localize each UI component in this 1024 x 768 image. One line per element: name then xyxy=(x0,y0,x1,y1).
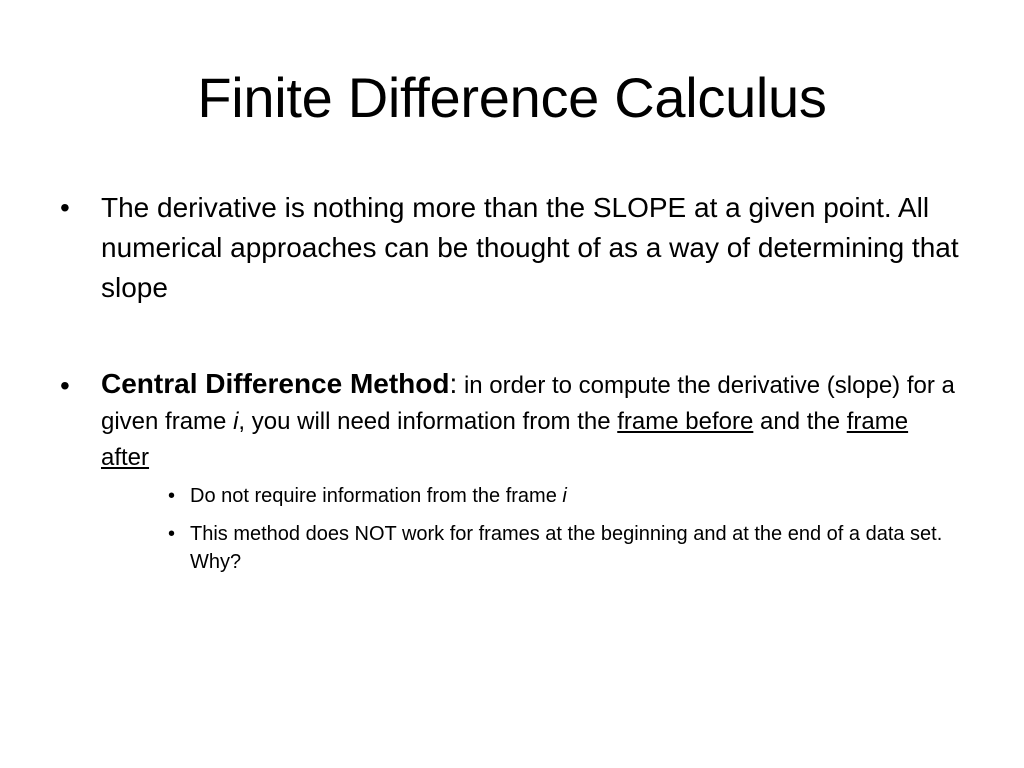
subbullet-dot: • xyxy=(168,485,176,507)
bullet-dot: • xyxy=(60,370,70,401)
bullet-text xyxy=(101,366,961,476)
method-description-part1: in order to compute the derivative (slope) for a given frame xyxy=(101,372,955,435)
subbullet-text: This method does NOT work for frames at the beginning and at the end of a data set. Why? xyxy=(190,523,943,573)
frame-after-text: frame after xyxy=(101,408,909,471)
method-name: Central Difference Method xyxy=(101,368,450,399)
method-colon: : xyxy=(449,368,458,399)
subbullet-text-main: Do not require information from the frame xyxy=(190,485,563,507)
bullet-text: The derivative is nothing more than the SLOPE at a given point. All numerical approaches can be thought of as a way of determining that slope xyxy=(101,192,959,303)
subbullet-text xyxy=(190,482,970,510)
frame-variable-i: i xyxy=(233,408,239,435)
method-description-part3: and the xyxy=(753,408,847,435)
slide-title: Finite Difference Calculus xyxy=(197,66,827,129)
subbullet-dot: • xyxy=(168,523,176,545)
method-description-part2: , you will need information from the xyxy=(238,408,618,435)
frame-variable-i: i xyxy=(562,485,567,507)
frame-before-text: frame before xyxy=(617,408,754,435)
bullet-dot: • xyxy=(60,192,70,223)
